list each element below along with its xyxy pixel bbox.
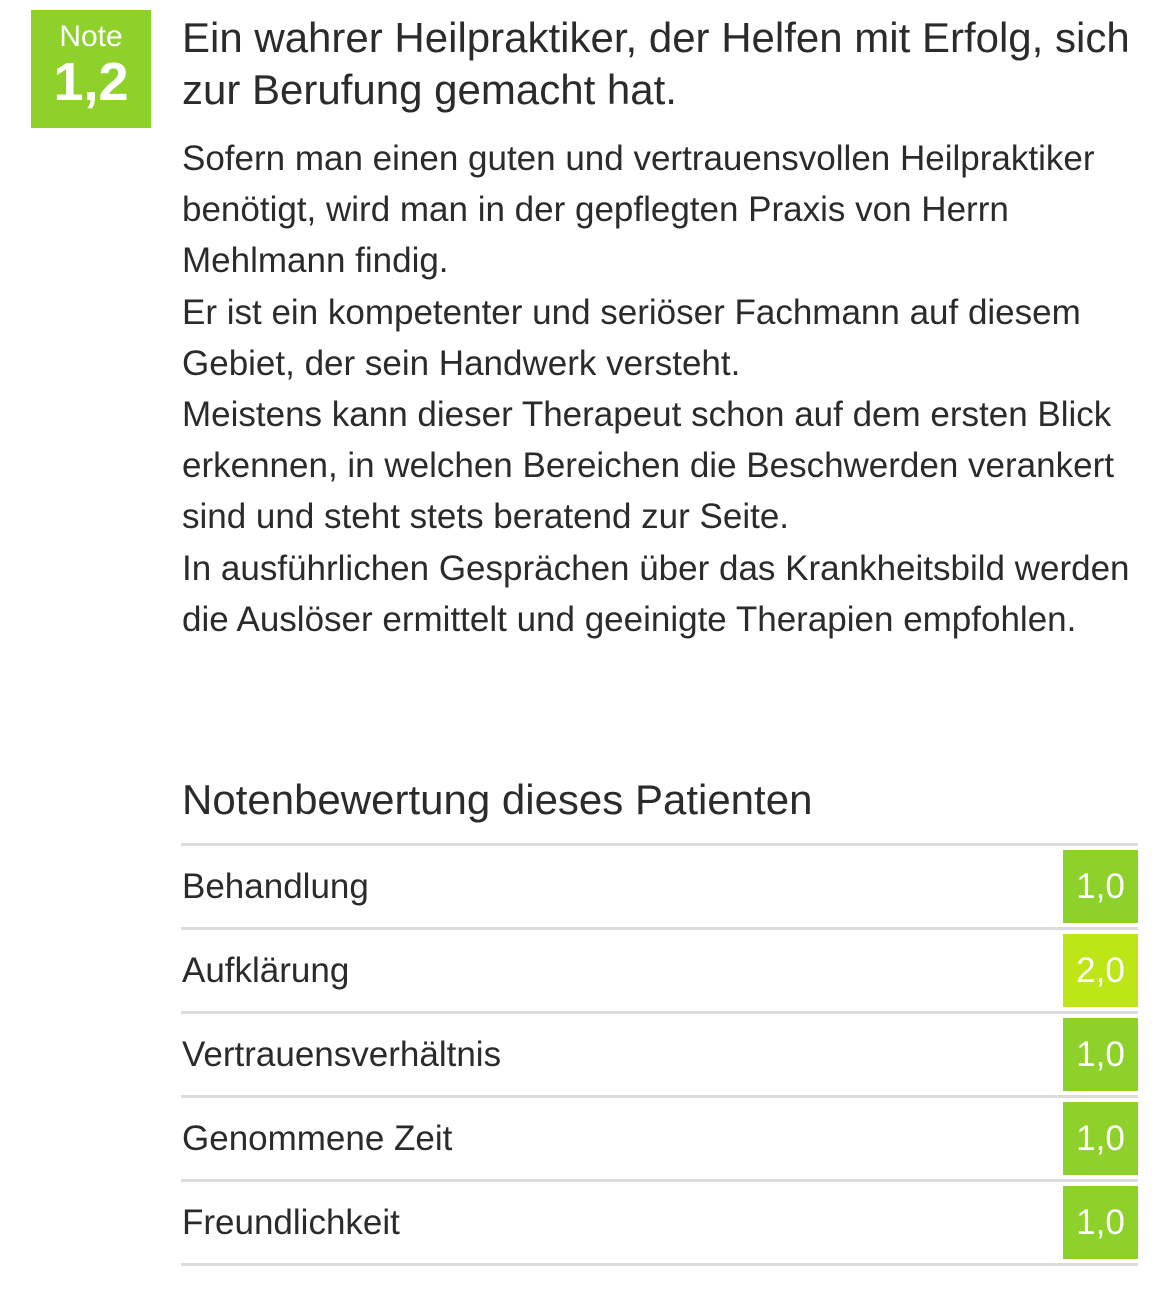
rating-label: Freundlichkeit xyxy=(182,1203,400,1242)
rating-row-freundlichkeit xyxy=(181,1182,1138,1266)
rating-label: Vertrauensverhältnis xyxy=(182,1035,502,1074)
ratings-heading: Notenbewertung dieses Patienten xyxy=(182,776,813,823)
rating-row-genommene-zeit xyxy=(181,1098,1138,1182)
rating-row-vertrauensverhaeltnis xyxy=(181,1014,1138,1098)
rating-value-badge: 2,0 xyxy=(1063,934,1138,1007)
rating-value-badge: 1,0 xyxy=(1063,1018,1138,1091)
review-title: Ein wahrer Heilpraktiker, der Helfen mit Erfolg, sich zur Berufung gemacht hat. xyxy=(182,14,1130,113)
review-body xyxy=(182,133,1142,645)
review-paragraph: In ausführlichen Gesprächen über das Krankheitsbild werden die Auslöser ermittelt und geeinigte Therapien empfohlen. xyxy=(182,548,1130,639)
overall-grade-badge xyxy=(31,10,151,128)
rating-row-behandlung xyxy=(181,846,1138,930)
grade-badge-value: 1,2 xyxy=(53,52,129,112)
rating-value-badge: 1,0 xyxy=(1063,850,1138,923)
review-paragraph: Er ist ein kompetenter und seriöser Fachmann auf diesem Gebiet, der sein Handwerk versteht. xyxy=(182,292,1081,383)
rating-label: Aufklärung xyxy=(182,951,350,990)
grade-badge-label: Note xyxy=(59,20,123,53)
review-paragraph: Sofern man einen guten und vertrauensvollen Heilpraktiker benötigt, wird man in der gepflegten Praxis von Herrn Mehlmann findig. xyxy=(182,139,1095,281)
rating-label: Behandlung xyxy=(182,867,369,906)
review-paragraph: Meistens kann dieser Therapeut schon auf dem ersten Blick erkennen, in welchen Bereichen die Beschwerden verankert sind und steht stets beratend zur Seite. xyxy=(182,395,1114,537)
rating-label: Genommene Zeit xyxy=(182,1119,453,1158)
rating-value-badge: 1,0 xyxy=(1063,1186,1138,1259)
ratings-table xyxy=(181,843,1138,1266)
rating-row-aufklaerung xyxy=(181,930,1138,1014)
rating-value-badge: 1,0 xyxy=(1063,1102,1138,1175)
